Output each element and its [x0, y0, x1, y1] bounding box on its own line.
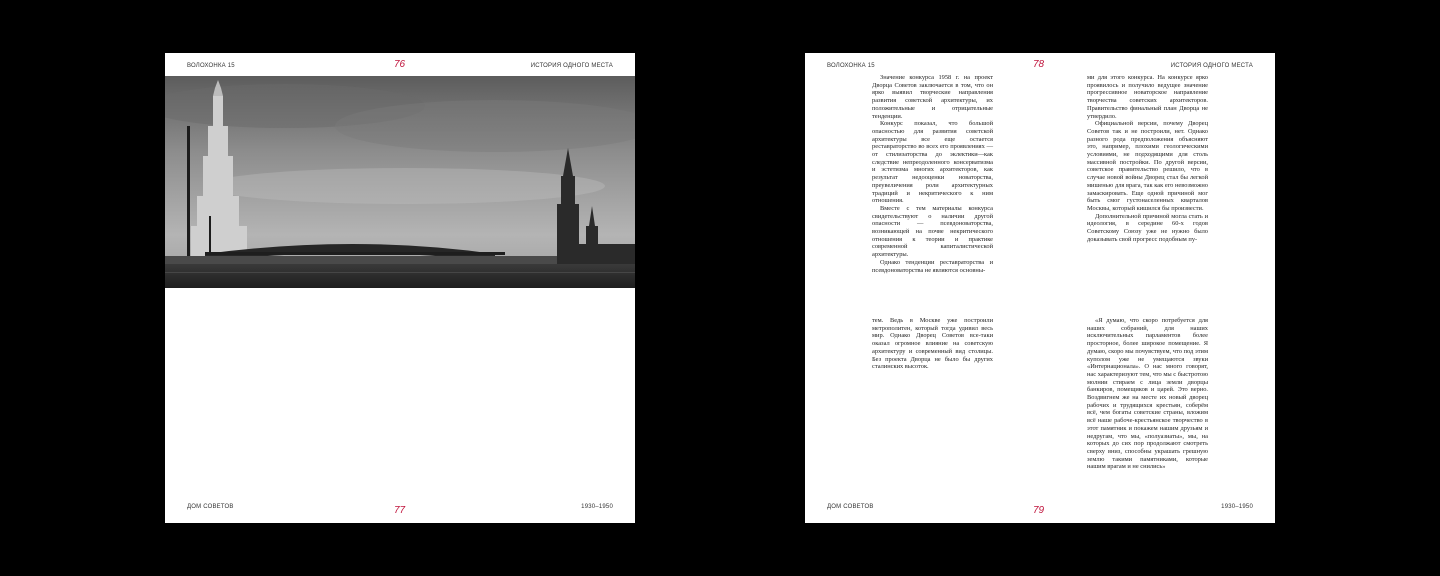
paragraph: тем. Ведь в Москве уже построили метрополитен, который тогда удивил весь мир. Однако Дворец Советов все-таки оказал огромное влияние на советскую архитектуру и современный вид столицы. Без проекта Дворца не было бы других сталинских высоток.	[872, 317, 993, 371]
paragraph: ми для этого конкурса. На конкурсе ярко проявилось и получило ведущее значение прогрессивное новаторское направление творчества советских архитекторов. Правительство финальный план Дворца не утвердило.	[1087, 74, 1208, 120]
text-column-1-top	[872, 74, 993, 274]
running-head-left: ВОЛОХОНКА 15	[827, 63, 875, 69]
running-head-left: ВОЛОХОНКА 15	[187, 63, 235, 69]
page-number-top: 78	[1033, 59, 1045, 70]
paragraph: Значение конкурса 1958 г. на проект Дворца Советов заключается в том, что он ярко выявил творческие направления развития советской архитектуры, их положительные и отрицательные тенденции.	[872, 74, 993, 120]
page-number-bottom: 77	[394, 505, 406, 516]
moscow-river-photo	[165, 76, 635, 288]
paragraph: Конкурс показал, что большой опасностью для развития советской архитектуры все еще остается реставраторство во всех его проявлениях — от стилизаторства до эклектики—как следствие непреодоленного консерватизма и эстетизма многих архитекторов, как результат недооценки новаторства, преувеличения роли архитектурных традиций и некритического к ним отношения.	[872, 120, 993, 205]
text-column-2-bottom	[1087, 317, 1208, 471]
paragraph: Вместе с тем материалы конкурса свидетельствуют о наличии другой опасности — псевдоноваторства, возникающей на почве некритического отношения к теории и практике современной капиталистической архитектуры.	[872, 204, 993, 259]
paragraph: Официальной версии, почему Дворец Советов так и не построили, нет. Однако разного рода предположения объясняют это, например, плохими геологическими условиями, не подходящими для столь массивной постройки. По другой версии, советское правительство решило, что в случае новой войны Дворец стал бы легкой мишенью для врага, так как его невозможно замаскировать. Еще одной причиной мог быть смог густонаселенных кварталов Москвы, который кишился бы произвести.	[1087, 120, 1208, 212]
left-page	[165, 53, 635, 523]
page-number-top: 76	[394, 59, 406, 70]
running-head-right: ИСТОРИЯ ОДНОГО МЕСТА	[530, 63, 613, 69]
text-column-2-top	[1087, 74, 1208, 243]
running-foot-right: 1930–1950	[1221, 504, 1253, 510]
text-column-1-bottom	[872, 317, 993, 371]
running-foot-right: 1930–1950	[581, 504, 613, 510]
quote-paragraph: «Я думаю, что скоро потребуется для наших собраний, для наших исключительных парламентов более просторное, более широкое помещение. Я думаю, скоро мы почувствуем, что под этим куполом уже не умещаются звуки «Интернационала». О нас много говорят, нас характеризуют тем, что мы с быстротою молнии стираем с лица земли дворцы банкиров, помещиков и царей. Это верно. Воздвигнем же на месте их новый дворец рабочих и трудящихся крестьян, соберём всё, чем богаты советские страны, вложим всё наше рабоче-крестьянское творчество в этот памятник и покажем нашим друзьям и недругам, что мы, «полуазиаты», мы, на которых до сих пор продолжают смотреть сверху вниз, способны украшать грешную землю такими памятниками, которые нашим врагам и не снились»	[1087, 317, 1208, 471]
running-head-right: ИСТОРИЯ ОДНОГО МЕСТА	[1170, 63, 1253, 69]
running-foot-left: ДОМ СОВЕТОВ	[827, 504, 874, 510]
paragraph: Однако тенденции реставраторства и псевдоноваторства не являются основны-	[872, 258, 993, 274]
paragraph: Дополнительной причиной могла стать и идеология, в середине 60-х годов Советскому Союзу уже не нужно было доказывать свой прогресс подобным пу-	[1087, 212, 1208, 243]
page-number-bottom: 79	[1033, 505, 1045, 516]
right-page	[805, 53, 1275, 523]
running-foot-left: ДОМ СОВЕТОВ	[187, 504, 234, 510]
